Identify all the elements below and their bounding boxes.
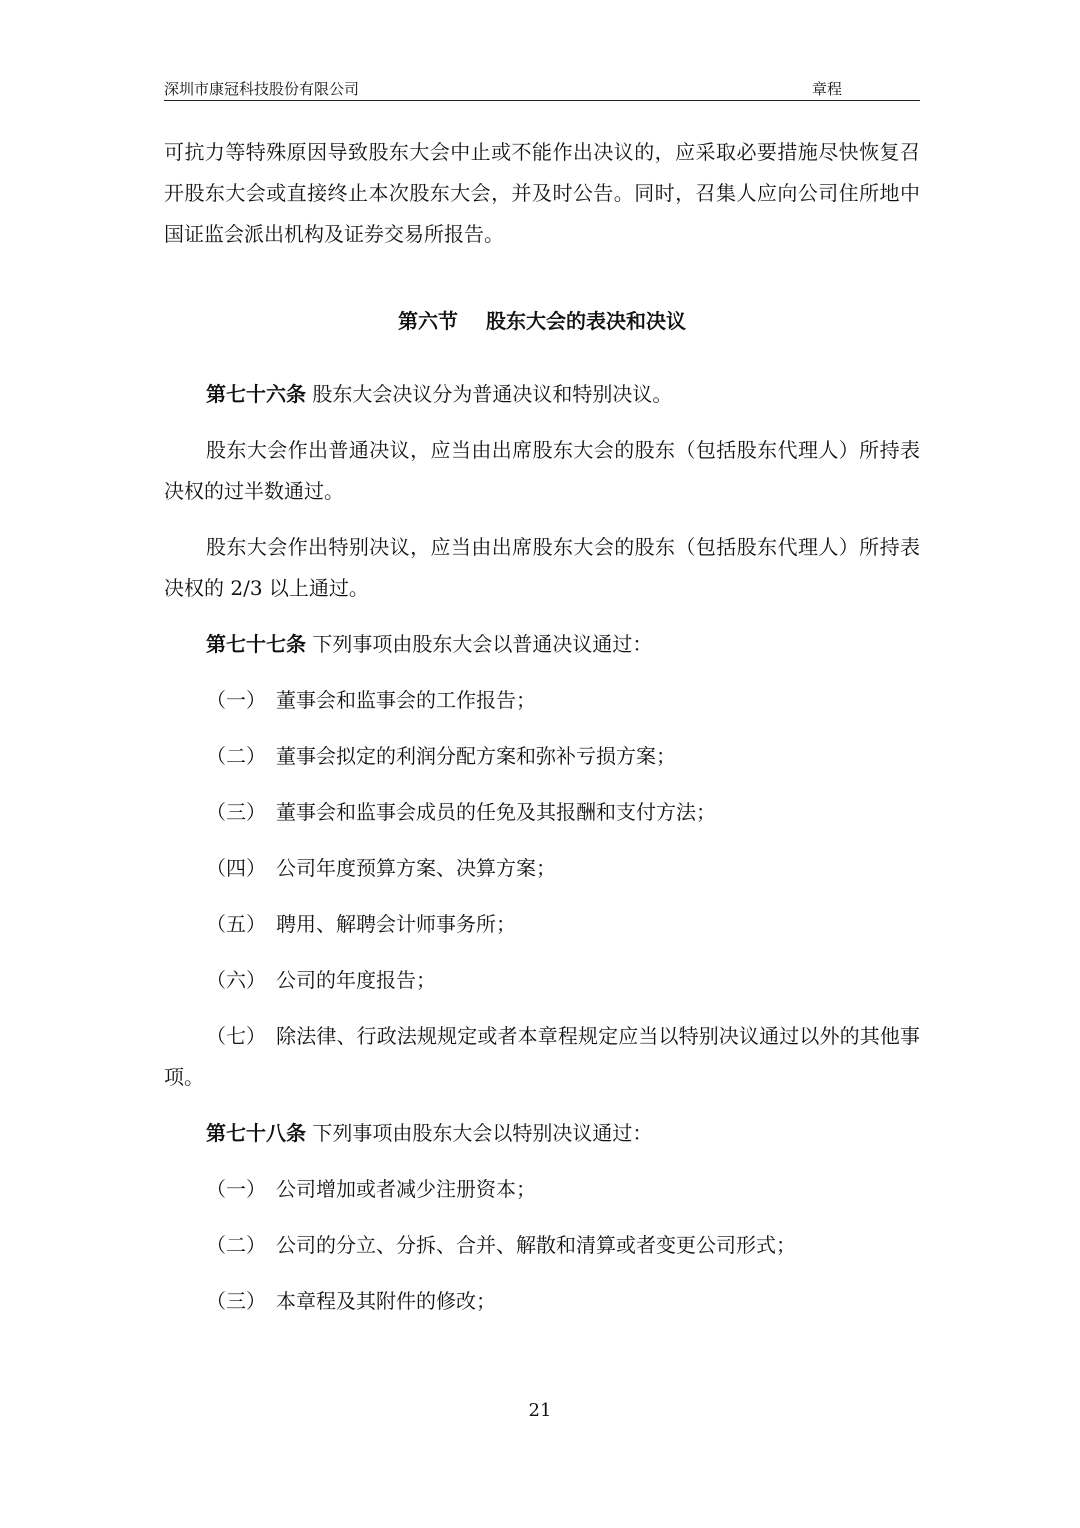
item-text: 公司的分立、分拆、合并、解散和清算或者变更公司形式； — [276, 1233, 796, 1257]
item-number: （二） — [206, 744, 266, 768]
section-heading — [164, 301, 920, 342]
item-number: （七） — [206, 1024, 266, 1048]
article-77-label: 第七十七条 — [206, 632, 306, 656]
item-text: 公司的年度报告； — [276, 968, 436, 992]
item-number: （一） — [206, 1177, 266, 1201]
item-text: 聘用、解聘会计师事务所； — [276, 912, 516, 936]
article-78-item — [164, 1225, 920, 1266]
item-number: （三） — [206, 800, 266, 824]
item-text: 董事会和监事会成员的任免及其报酬和支付方法； — [276, 800, 716, 824]
document-body — [164, 132, 920, 1337]
article-77-text: 下列事项由股东大会以普通决议通过： — [312, 632, 653, 656]
article-77-item — [164, 792, 920, 833]
item-text: 公司年度预算方案、决算方案； — [276, 856, 556, 880]
article-78-label: 第七十八条 — [206, 1121, 306, 1145]
article-76-paragraph-1: 股东大会作出普通决议，应当由出席股东大会的股东（包括股东代理人）所持表决权的过半数通过。 — [164, 438, 920, 503]
article-77-item — [164, 1016, 920, 1098]
section-number: 第六节 — [398, 309, 458, 333]
article-78-item — [164, 1281, 920, 1322]
article-77-item — [164, 848, 920, 889]
header-company-name: 深圳市康冠科技股份有限公司 — [164, 80, 360, 98]
article-77-item — [164, 736, 920, 777]
article-76-text: 股东大会决议分为普通决议和特别决议。 — [312, 382, 673, 406]
item-number: （一） — [206, 688, 266, 712]
article-76-label: 第七十六条 — [206, 382, 306, 406]
section-title: 股东大会的表决和决议 — [486, 309, 686, 333]
page-header — [164, 74, 920, 101]
article-77-item — [164, 960, 920, 1001]
item-text: 董事会和监事会的工作报告； — [276, 688, 536, 712]
item-text: 董事会拟定的利润分配方案和弥补亏损方案； — [276, 744, 676, 768]
article-77 — [164, 624, 920, 665]
item-number: （二） — [206, 1233, 266, 1257]
article-76 — [164, 374, 920, 415]
item-text: 本章程及其附件的修改； — [276, 1289, 496, 1313]
item-text: 公司增加或者减少注册资本； — [276, 1177, 536, 1201]
article-76-paragraph-2: 股东大会作出特别决议，应当由出席股东大会的股东（包括股东代理人）所持表决权的 2/3 以上通过。 — [164, 535, 920, 600]
item-number: （三） — [206, 1289, 266, 1313]
article-77-item — [164, 680, 920, 721]
page-number: 21 — [528, 1400, 552, 1421]
article-77-item — [164, 904, 920, 945]
article-78-item — [164, 1169, 920, 1210]
header-document-type: 章程 — [812, 80, 843, 98]
continuation-paragraph: 可抗力等特殊原因导致股东大会中止或不能作出决议的，应采取必要措施尽快恢复召开股东大会或直接终止本次股东大会，并及时公告。同时，召集人应向公司住所地中国证监会派出机构及证券交易所报告。 — [164, 140, 920, 246]
item-number: （五） — [206, 912, 266, 936]
item-text: 除法律、行政法规规定或者本章程规定应当以特别决议通过以外的其他事项。 — [164, 1024, 920, 1089]
article-78 — [164, 1113, 920, 1154]
item-number: （四） — [206, 856, 266, 880]
article-78-text: 下列事项由股东大会以特别决议通过： — [312, 1121, 653, 1145]
item-number: （六） — [206, 968, 266, 992]
